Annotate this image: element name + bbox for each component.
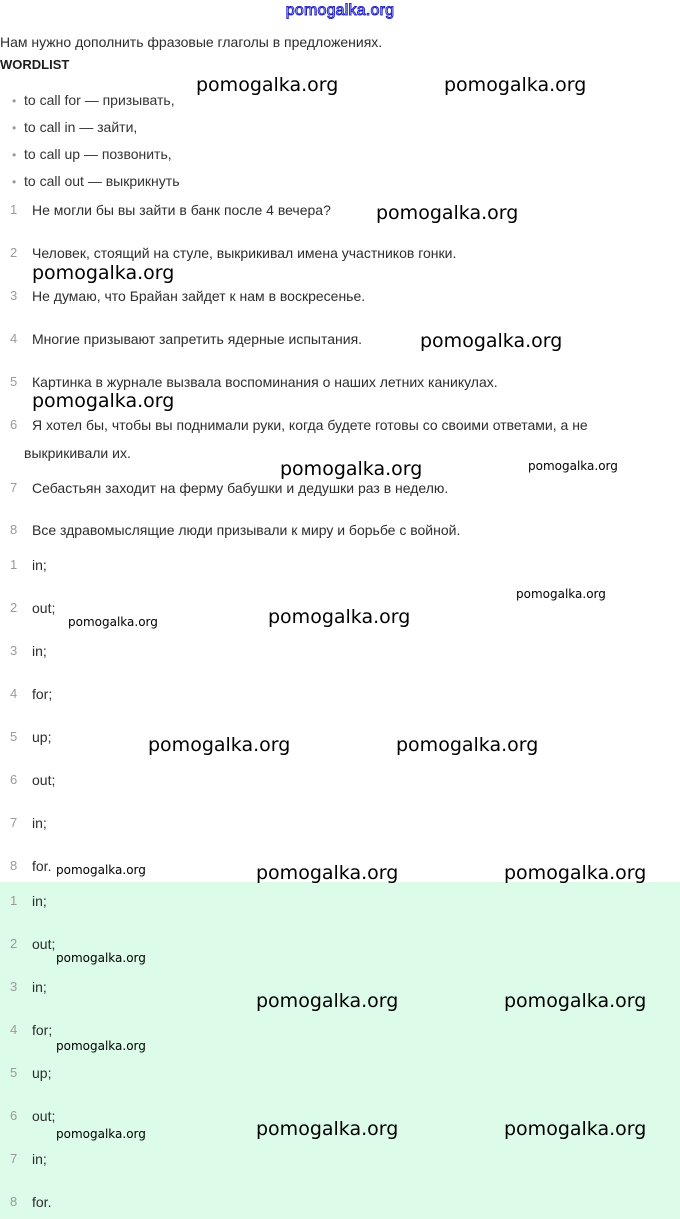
answer-number: 7	[10, 1151, 18, 1166]
watermark: pomogalka.org	[196, 74, 339, 96]
answer-text: out;	[32, 600, 56, 616]
bullet-icon: •	[12, 175, 17, 189]
answer-number: 1	[10, 893, 18, 908]
sentence-text: Картинка в журнале вызвала воспоминания о наших летних каникулах.	[32, 374, 498, 390]
wordlist-title: WORDLIST	[0, 57, 70, 72]
watermark: pomogalka.org	[504, 1118, 647, 1140]
watermark: pomogalka.org	[68, 615, 158, 629]
answer-text: for;	[32, 1022, 53, 1038]
bullet-icon: •	[12, 121, 17, 135]
wordlist-item	[12, 173, 180, 189]
sentence-text: Человек, стоящий на стуле, выкрикивал имена участников гонки.	[32, 245, 457, 261]
sentence-text: Многие призывают запретить ядерные испытания.	[32, 331, 363, 347]
wordlist-item-text: to call for — призывать,	[24, 92, 175, 108]
sentence-text: Не могли бы вы зайти в банк после 4 вечера?	[32, 202, 331, 218]
answer-number: 2	[10, 600, 18, 615]
answer-text: for.	[32, 858, 52, 874]
sentence-number: 1	[10, 202, 18, 217]
wordlist-item	[12, 146, 172, 162]
answer-number: 8	[10, 858, 18, 873]
answer-number: 5	[10, 729, 18, 744]
watermark: pomogalka.org	[32, 262, 175, 284]
bullet-icon: •	[12, 94, 17, 108]
answer-item	[10, 723, 675, 751]
answer-number: 6	[10, 1108, 18, 1123]
highlighted-answer-item	[10, 1059, 675, 1087]
watermark: pomogalka.org	[504, 862, 647, 884]
sentence-number: 4	[10, 331, 18, 346]
highlighted-answer-item	[10, 887, 675, 915]
sentence-item	[10, 196, 675, 224]
sentence-number: 7	[10, 480, 18, 495]
wordlist-item-text: to call up — позвонить,	[24, 146, 172, 162]
answer-text: in;	[32, 979, 47, 995]
answer-text: out;	[32, 936, 56, 952]
watermark: pomogalka.org	[396, 734, 539, 756]
watermark: pomogalka.org	[256, 862, 399, 884]
answer-number: 7	[10, 815, 18, 830]
answer-text: in;	[32, 557, 47, 573]
answer-text: in;	[32, 1151, 47, 1167]
intro-text: Нам нужно дополнить фразовые глаголы в предложениях.	[0, 34, 383, 50]
answer-number: 8	[10, 1194, 18, 1209]
answer-number: 3	[10, 979, 18, 994]
sentence-text: Себастьян заходит на ферму бабушки и дедушки раз в неделю.	[32, 480, 449, 496]
sentence-item	[10, 516, 675, 544]
sentence-number: 5	[10, 374, 18, 389]
watermark: pomogalka.org	[280, 458, 423, 480]
wordlist-item	[12, 119, 137, 135]
answer-item	[10, 637, 675, 665]
answer-text: up;	[32, 729, 52, 745]
answer-text: in;	[32, 643, 47, 659]
sentence-number: 6	[10, 417, 18, 432]
answer-text: in;	[32, 893, 47, 909]
answer-number: 1	[10, 557, 18, 572]
watermark: pomogalka.org	[528, 459, 618, 473]
sentence-text: Не думаю, что Брайан зайдет к нам в воскресенье.	[32, 288, 366, 304]
watermark: pomogalka.org	[504, 990, 647, 1012]
answer-item	[10, 551, 675, 579]
highlighted-answer-item	[10, 1145, 675, 1173]
answer-text: for.	[32, 1194, 52, 1210]
answer-item	[10, 766, 675, 794]
site-header-logo[interactable]: pomogalka.org	[285, 2, 395, 19]
answer-number: 6	[10, 772, 18, 787]
watermark: pomogalka.org	[444, 74, 587, 96]
answer-text: in;	[32, 815, 47, 831]
sentence-text: Я хотел бы, чтобы вы поднимали руки, когда будете готовы со своими ответами, а не	[32, 417, 588, 433]
sentence-item	[10, 282, 675, 310]
answer-item	[10, 809, 675, 837]
wordlist-item-text: to call out — выкрикнуть	[24, 173, 180, 189]
watermark: pomogalka.org	[420, 330, 563, 352]
answer-number: 3	[10, 643, 18, 658]
answer-text: out;	[32, 772, 56, 788]
watermark: pomogalka.org	[56, 863, 146, 877]
watermark: pomogalka.org	[376, 202, 519, 224]
watermark: pomogalka.org	[256, 1118, 399, 1140]
sentence-text-continued: выкрикивали их.	[24, 445, 131, 461]
watermark: pomogalka.org	[56, 951, 146, 965]
watermark: pomogalka.org	[268, 606, 411, 628]
wordlist-item	[12, 92, 175, 108]
sentence-number: 8	[10, 522, 18, 537]
watermark: pomogalka.org	[56, 1039, 146, 1053]
watermark: pomogalka.org	[516, 587, 606, 601]
bullet-icon: •	[12, 148, 17, 162]
sentence-number: 3	[10, 288, 18, 303]
highlighted-answer-item	[10, 1188, 675, 1216]
sentence-item	[10, 325, 675, 353]
answer-item	[10, 680, 675, 708]
answer-number: 4	[10, 686, 18, 701]
watermark: pomogalka.org	[148, 734, 291, 756]
answer-number: 4	[10, 1022, 18, 1037]
sentence-number: 2	[10, 245, 18, 260]
answer-text: up;	[32, 1065, 52, 1081]
watermark: pomogalka.org	[32, 390, 175, 412]
watermark: pomogalka.org	[56, 1127, 146, 1141]
watermark: pomogalka.org	[256, 990, 399, 1012]
answer-text: out;	[32, 1108, 56, 1124]
answer-number: 2	[10, 936, 18, 951]
answer-text: for;	[32, 686, 53, 702]
wordlist-item-text: to call in — зайти,	[24, 119, 138, 135]
answer-number: 5	[10, 1065, 18, 1080]
sentence-text: Все здравомыслящие люди призывали к миру и борьбе с войной.	[32, 522, 461, 538]
